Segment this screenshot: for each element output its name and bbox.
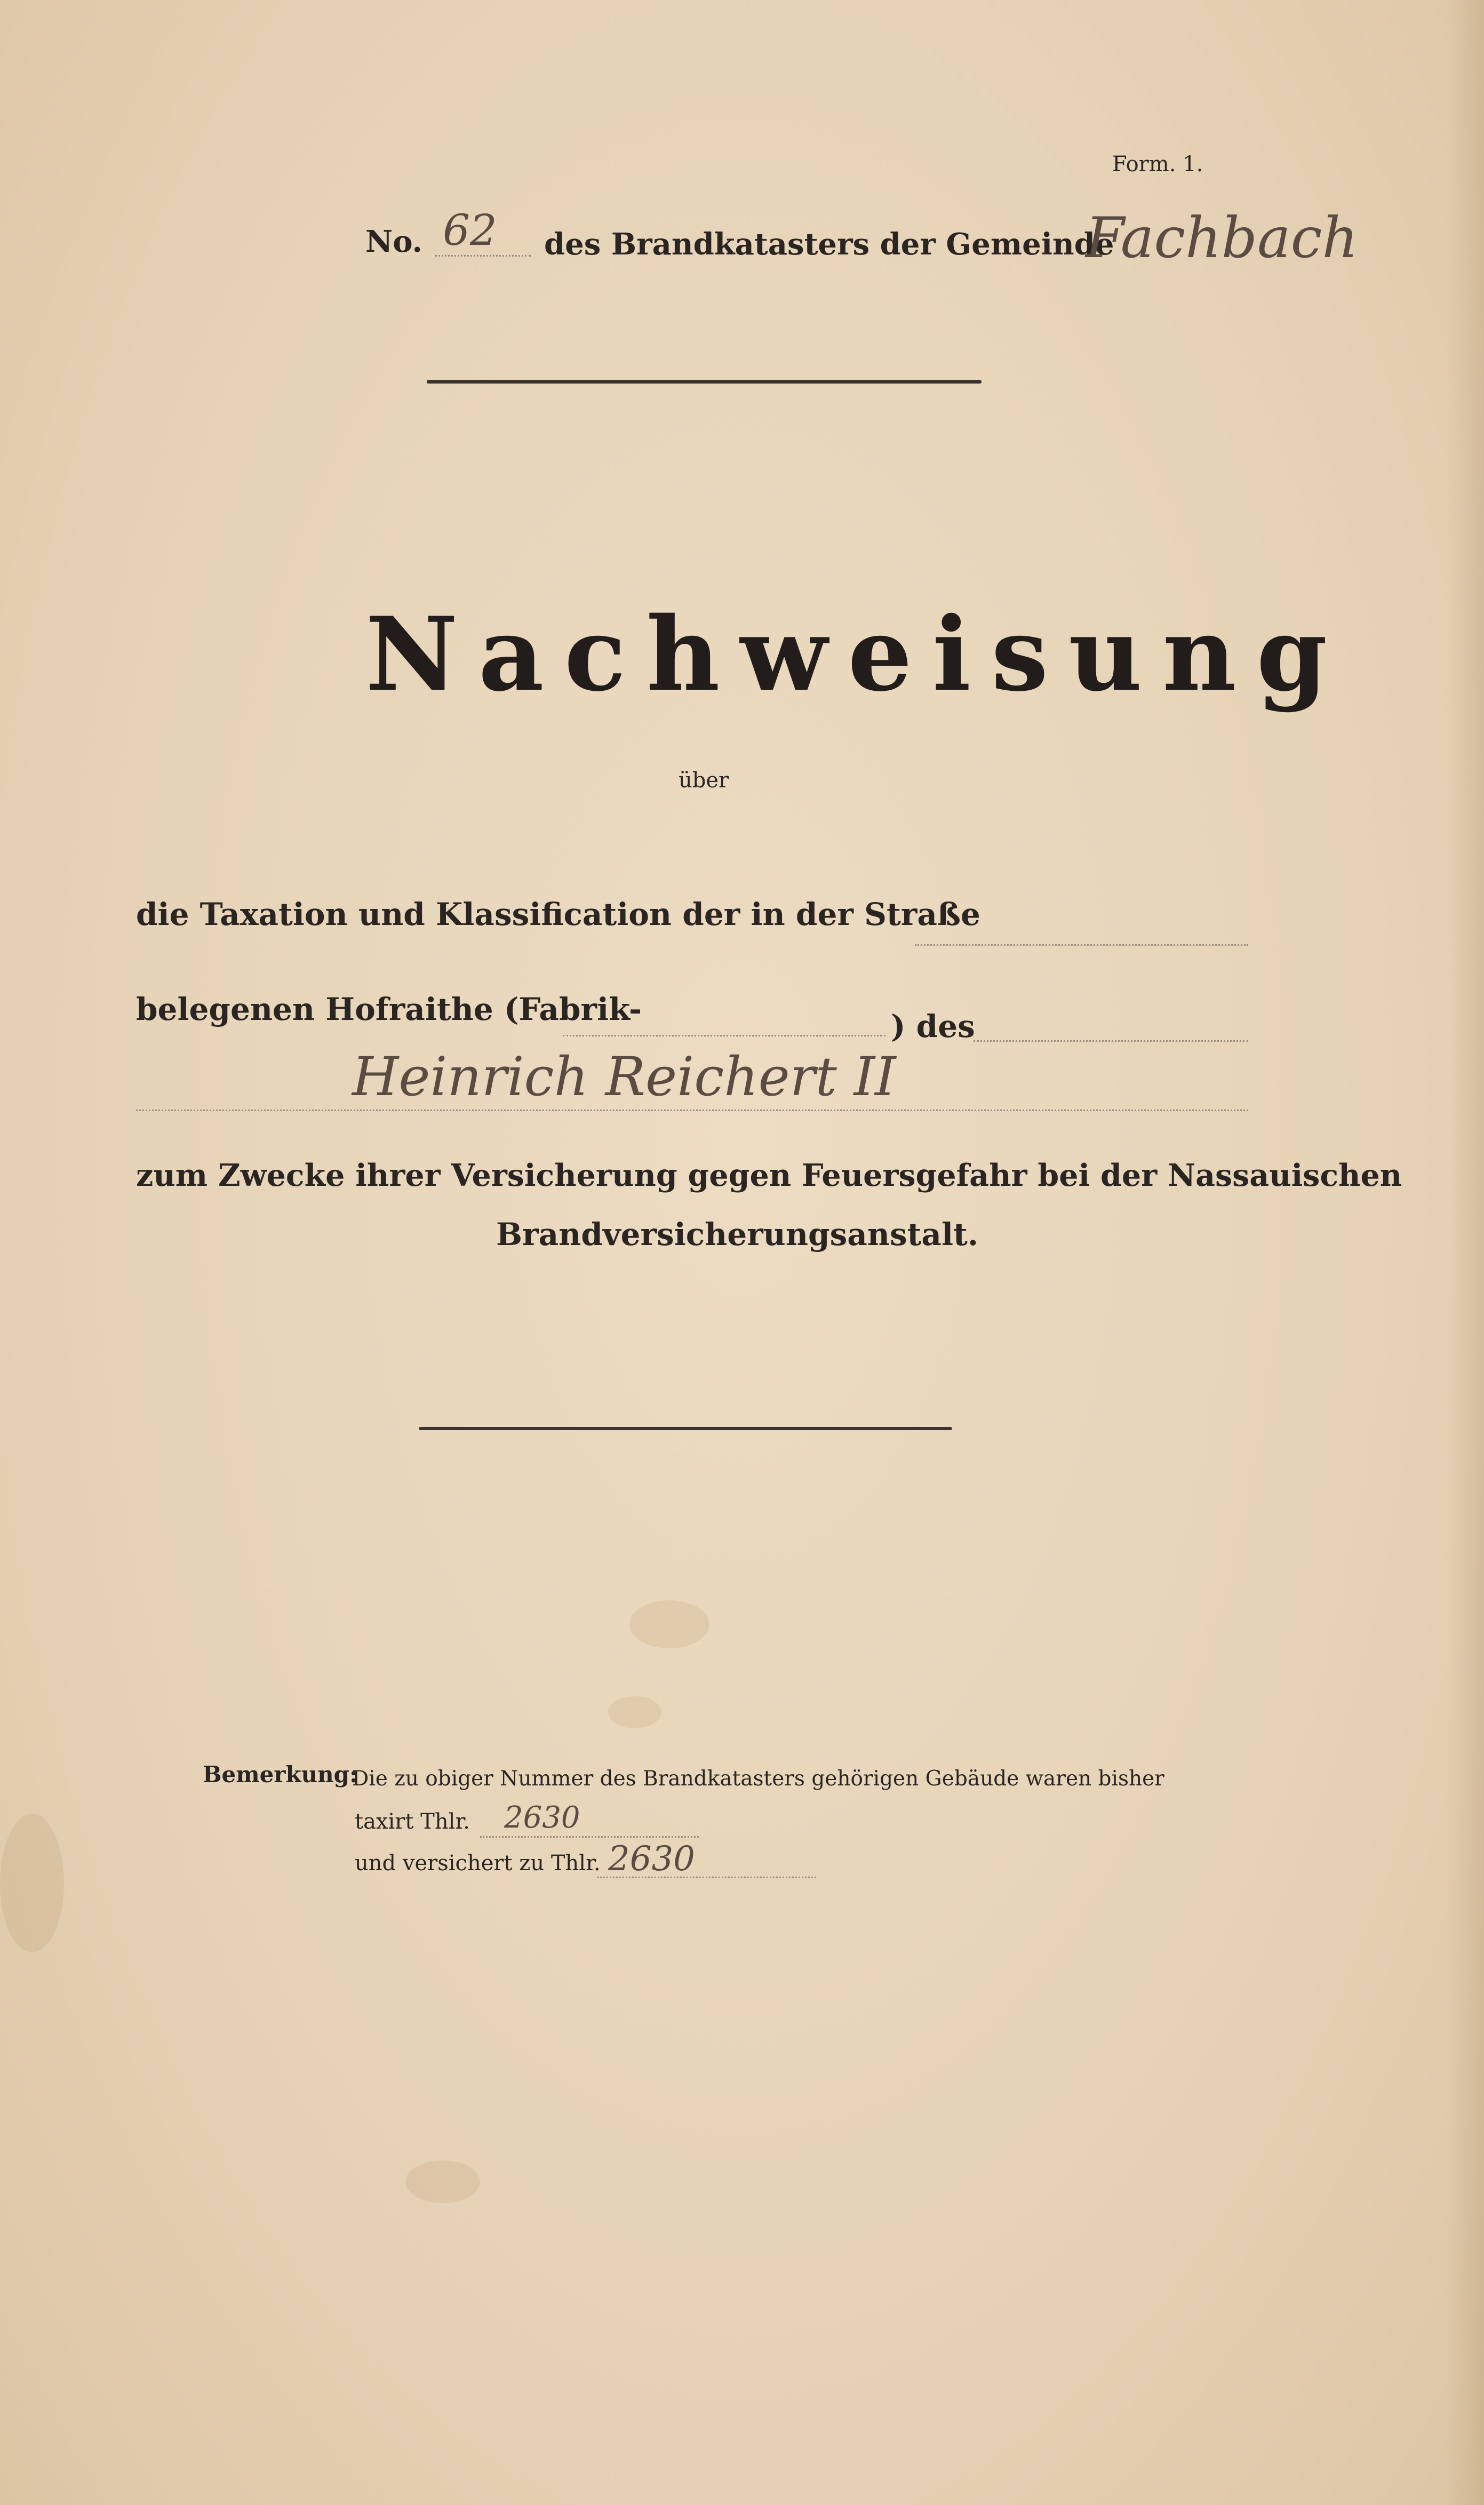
remark-line-1: Die zu obiger Nummer des Brandkatasters gehörigen Gebäude waren bisher [352, 1767, 1164, 1791]
paper-stain [608, 1696, 661, 1728]
owner-dotted-line-upper [974, 1040, 1248, 1042]
body-line-4: zum Zwecke ihrer Versicherung gegen Feuersgefahr bei der Nassauischen [136, 1158, 1402, 1193]
form-label: Form. 1. [1112, 152, 1203, 177]
paper-stain [629, 1600, 709, 1648]
street-dotted-line [915, 944, 1248, 946]
header-text: des Brandkatasters der Gemeinde [544, 227, 1114, 262]
factory-dotted-line [563, 1035, 885, 1036]
paper-stain [0, 1814, 64, 1952]
owner-name: Heinrich Reichert II [352, 1046, 896, 1108]
insured-dotted-line [597, 1877, 816, 1878]
page-edge-shadow [1447, 0, 1484, 2505]
remark-insured-label: und versichert zu Thlr. [355, 1851, 601, 1876]
taxed-value: 2630 [504, 1800, 580, 1835]
top-rule [427, 380, 982, 384]
body-line-2-end: ) des [891, 1008, 975, 1044]
header-no-label: No. [365, 224, 423, 259]
remark-label: Bemerkung: [203, 1761, 358, 1788]
insured-value: 2630 [608, 1839, 695, 1879]
ueber-label: über [679, 768, 729, 793]
body-line-5: Brandversicherungsanstalt. [496, 1216, 979, 1252]
paper-stain [405, 2160, 480, 2203]
middle-rule [419, 1427, 952, 1430]
taxed-dotted-line [480, 1836, 699, 1838]
owner-dotted-line [136, 1110, 1248, 1111]
remark-taxed-label: taxirt Thlr. [355, 1809, 470, 1834]
municipality-name: Fachbach [1086, 205, 1359, 270]
catalogue-number: 62 [443, 205, 497, 255]
document-title: Nachweisung [365, 595, 1348, 714]
number-dotted-line [435, 255, 531, 257]
body-line-2-start: belegenen Hofraithe (Fabrik- [136, 991, 642, 1027]
body-line-1: die Taxation und Klassification der in der Straße [136, 896, 980, 932]
